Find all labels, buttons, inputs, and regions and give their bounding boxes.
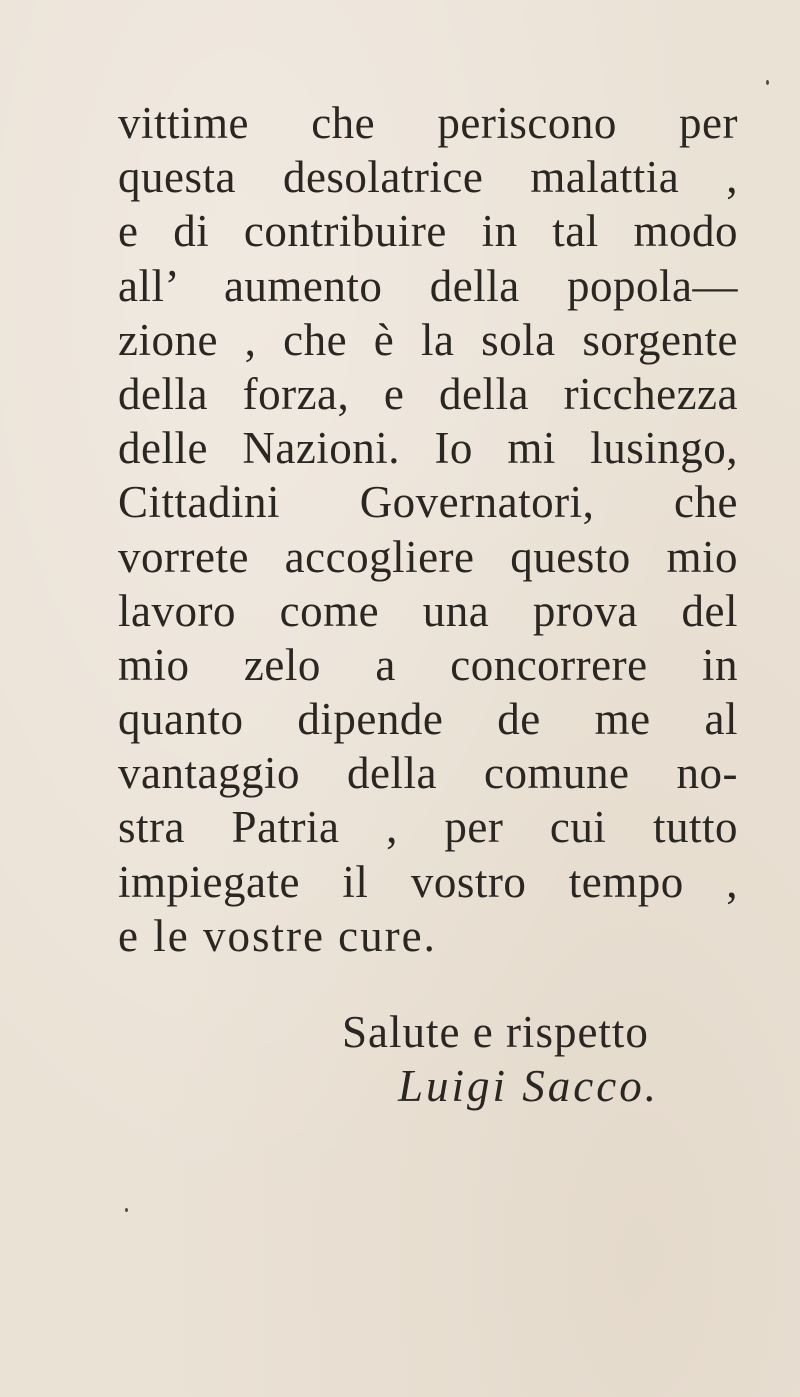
text-line: questa desolatrice malattia ,	[118, 152, 738, 203]
text-line: e le vostre cure.	[118, 910, 437, 961]
text-line: quanto dipende de me al	[118, 694, 738, 745]
text-line: mio zelo a concorrere in	[118, 639, 738, 690]
paper-speck	[125, 1208, 128, 1212]
text-line: all’ aumento della popola—	[118, 260, 738, 311]
letter-body	[118, 96, 738, 963]
text-line: vantaggio della comune no-	[118, 748, 738, 799]
signature: Luigi Sacco.	[398, 1061, 659, 1111]
text-line: vorrete accogliere questo mio	[118, 531, 738, 582]
text-line: lavoro come una prova del	[118, 585, 738, 636]
text-line: zione , che è la sola sorgente	[118, 314, 738, 365]
text-line: della forza, e della ricchezza	[118, 368, 738, 419]
text-line: Cittadini Governatori, che	[118, 477, 738, 528]
text-line: e di contribuire in tal modo	[118, 206, 738, 257]
paper-speck	[766, 80, 769, 85]
text-line: delle Nazioni. Io mi lusingo,	[118, 423, 738, 474]
text-line: impiegate il vostro tempo ,	[118, 856, 738, 907]
text-line: vittime che periscono per	[118, 98, 738, 148]
text-line: stra Patria , per cui tutto	[118, 802, 738, 853]
salutation: Salute e rispetto	[342, 1007, 649, 1057]
